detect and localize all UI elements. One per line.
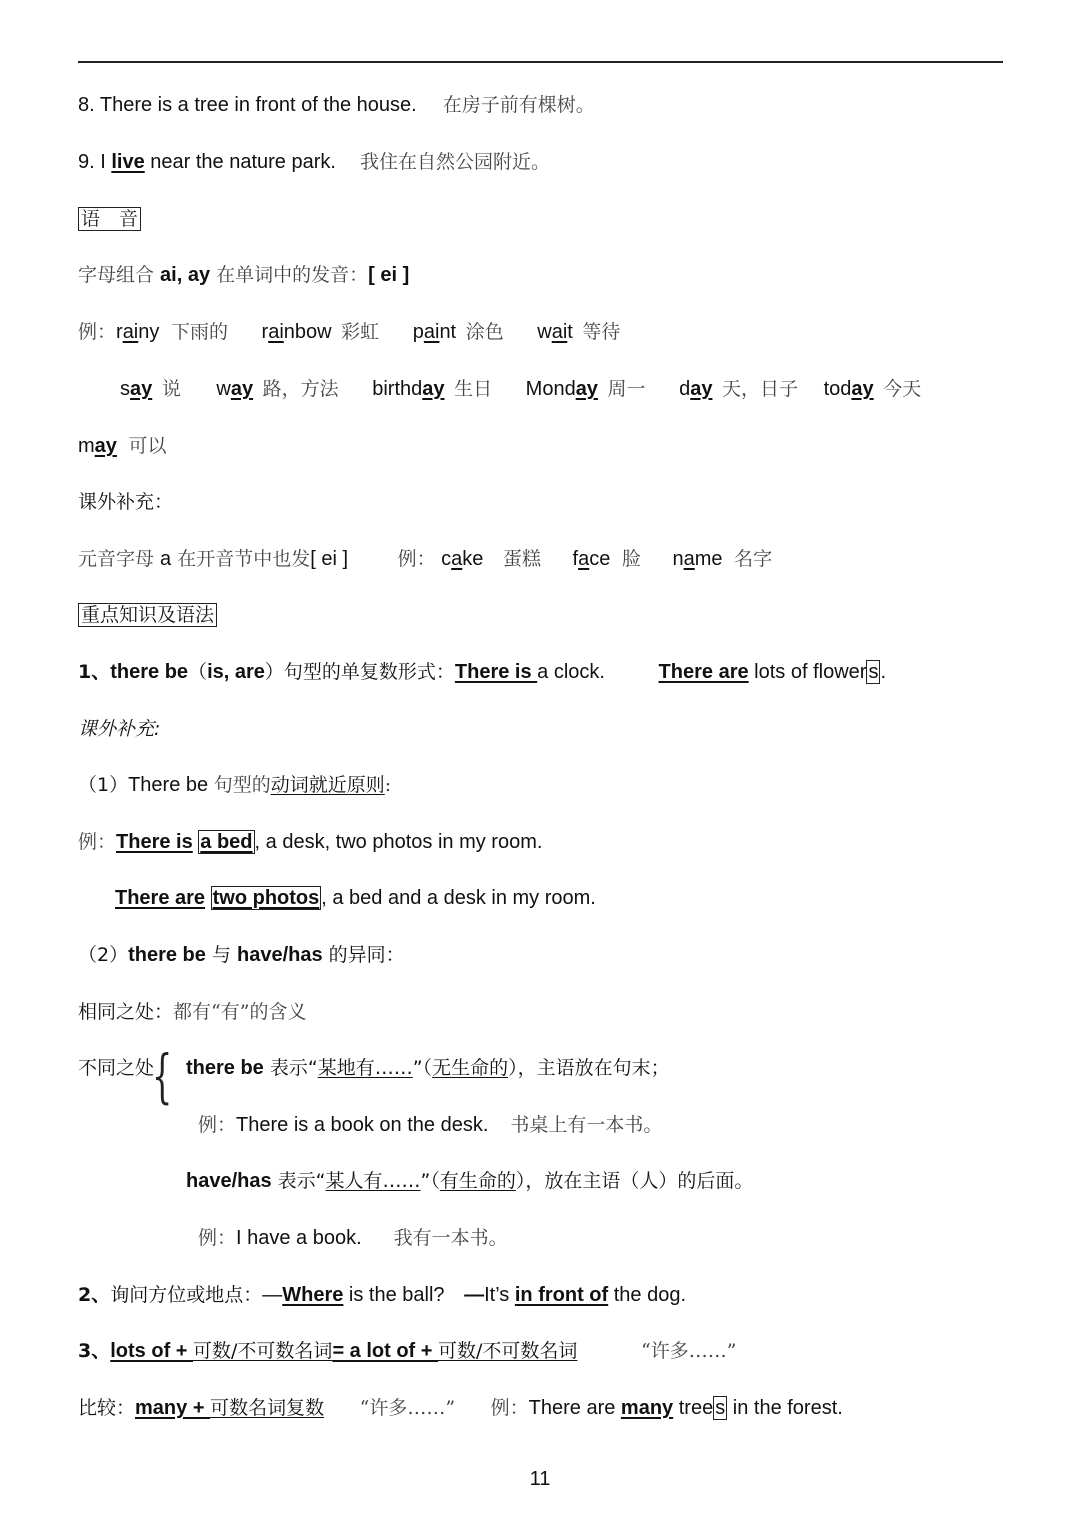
vowel-ipa: [ ei ] xyxy=(310,548,349,570)
diff-ex1-label: 例： xyxy=(198,1114,237,1136)
grammar-1 xyxy=(78,659,886,685)
word-name-3: me xyxy=(694,548,723,570)
word-monday-cn: 周一 xyxy=(607,378,646,400)
phonics-rule xyxy=(78,262,409,288)
word-today-2: ay xyxy=(851,378,874,400)
rule-1-cn2: 动词就近原则 xyxy=(270,774,385,796)
diff-there-be xyxy=(186,1055,670,1081)
sentence-8-en: 8. There is a tree in front of the house. xyxy=(78,94,417,116)
diff-ex2-en: I have a book. xyxy=(236,1227,362,1249)
g1-en1: there be xyxy=(110,661,189,683)
same-point xyxy=(78,999,306,1025)
g3-a-lot-of: = a lot of + xyxy=(332,1340,439,1362)
rule-1-ex2-rest: , a bed and a desk in my room. xyxy=(321,887,596,909)
sentence-9-post: near the nature park. xyxy=(144,151,336,173)
grammar-2 xyxy=(78,1282,686,1308)
diff-ex2-cn: 我有一本书。 xyxy=(393,1227,508,1249)
section-pronunciation-title: 语 音 xyxy=(78,207,141,231)
g3-num: 3、 xyxy=(78,1340,111,1362)
word-may-2: ay xyxy=(94,435,117,457)
diff-en: there be xyxy=(186,1057,264,1079)
cmp-plural-s: s xyxy=(715,1397,726,1419)
word-face-1: f xyxy=(572,548,579,570)
word-name-1: n xyxy=(672,548,684,570)
word-rainbow-3: nbow xyxy=(283,321,332,343)
have-cn3: ），放在主语（人）的后面。 xyxy=(515,1170,754,1192)
word-paint-cn: 涂色 xyxy=(465,321,504,343)
word-monday-2: ay xyxy=(575,378,598,400)
have-cn1: 表示“ xyxy=(271,1170,326,1192)
g2-where: Where xyxy=(282,1284,344,1306)
rule-1 xyxy=(78,772,391,798)
g2-num: 2、 xyxy=(78,1284,111,1306)
g2-its: It’s xyxy=(484,1284,515,1306)
word-cake-1: c xyxy=(441,548,452,570)
word-rainy-1: r xyxy=(116,321,123,343)
g3-lots-of: lots of + xyxy=(110,1340,194,1362)
g2-en1: is the ball? xyxy=(343,1284,445,1306)
cmp-many-word: many xyxy=(620,1397,674,1419)
word-wait-1: w xyxy=(537,321,552,343)
word-monday-1: Mond xyxy=(525,378,576,400)
word-cake-3: ke xyxy=(462,548,484,570)
top-rule xyxy=(78,61,1003,63)
g1-num: 1、 xyxy=(78,661,111,683)
word-face-cn: 脸 xyxy=(621,548,641,570)
vowel-cn1: 元音字母 xyxy=(78,548,161,570)
brace-glyph: { xyxy=(152,1042,173,1110)
diff-have xyxy=(186,1168,753,1194)
g1-en2: is, are xyxy=(207,661,265,683)
grammar-3 xyxy=(78,1338,736,1364)
word-face-2: a xyxy=(578,548,590,570)
word-name-2: a xyxy=(683,548,695,570)
rule-2-cn2: 的异同： xyxy=(322,944,405,966)
rule-2-en1: there be xyxy=(128,944,206,966)
rule-2-en2: have/has xyxy=(237,944,323,966)
word-face-3: ce xyxy=(589,548,611,570)
compare xyxy=(78,1395,843,1421)
page-number: 11 xyxy=(529,1468,551,1490)
word-wait-3: t xyxy=(567,321,573,343)
sentence-9-cn: 我住在自然公园附近。 xyxy=(359,151,550,173)
word-wait-2: ai xyxy=(551,321,568,343)
vowel-letter: a xyxy=(160,548,172,570)
word-paint-1: p xyxy=(412,321,424,343)
rule-1-ex1-there-is: There is xyxy=(116,831,193,853)
example-row-ai xyxy=(78,319,620,345)
g1-a-clock: a clock. xyxy=(537,661,605,683)
same-text: 都有“有”的含义 xyxy=(173,1001,307,1023)
extra-heading-2 xyxy=(78,716,160,742)
rule-1-cn1: 句型的 xyxy=(213,774,271,796)
rule-1-ex1-a-bed: a bed xyxy=(200,831,253,853)
vowel-cn2: 在开音节中也发 xyxy=(171,548,311,570)
g2-en2: the dog. xyxy=(608,1284,687,1306)
same-label: 相同之处： xyxy=(78,1001,174,1023)
vowel-rule xyxy=(78,546,772,572)
word-cake-cn: 蛋糕 xyxy=(502,548,541,570)
phonics-cn2: 在单词中的发音： xyxy=(210,264,369,286)
cmp-example-label: 例： xyxy=(490,1397,529,1419)
diff-cn2: ”（ xyxy=(412,1057,433,1079)
diff-p: 无生命的 xyxy=(432,1057,509,1079)
diff-example-1 xyxy=(198,1112,662,1138)
g1-cn1: （ xyxy=(188,661,208,683)
cmp-en2: tree xyxy=(673,1397,714,1419)
diff-point xyxy=(78,1055,154,1081)
rule-1-num: （1） xyxy=(78,774,129,796)
rule-1-ex2-two-photos: two photos xyxy=(212,887,320,909)
vowel-example-label: 例： xyxy=(397,548,436,570)
word-way-1: w xyxy=(216,378,231,400)
sentence-8 xyxy=(78,92,595,118)
cmp-en1: There are xyxy=(528,1397,621,1419)
word-way-cn: 路，方法 xyxy=(262,378,339,400)
word-rainy-3: ny xyxy=(138,321,160,343)
word-birthday-2: ay xyxy=(422,378,445,400)
word-today-1: tod xyxy=(823,378,852,400)
rule-1-ex1-label: 例： xyxy=(78,831,117,853)
rule-1-cn3: : xyxy=(384,774,392,796)
g2-dash-1: — xyxy=(262,1284,283,1306)
extra-heading-1-text: 课外补充： xyxy=(78,491,174,513)
diff-ex1-cn: 书桌上有一本书。 xyxy=(510,1114,663,1136)
word-rainy-2: ai xyxy=(122,321,139,343)
rule-1-ex2-there-are: There are xyxy=(115,887,206,909)
cmp-label: 比较： xyxy=(78,1397,136,1419)
word-rainy-cn: 下雨的 xyxy=(170,321,228,343)
word-birthday-cn: 生日 xyxy=(454,378,493,400)
g1-plural-s: s xyxy=(868,661,879,683)
word-day-1: d xyxy=(679,378,691,400)
word-cake-2: a xyxy=(451,548,463,570)
rule-1-example-1 xyxy=(78,829,542,855)
sentence-9 xyxy=(78,149,550,175)
rule-1-en: There be xyxy=(128,774,214,796)
word-paint-3: nt xyxy=(439,321,457,343)
word-way-2: ay xyxy=(230,378,254,400)
phonics-cn1: 字母组合 xyxy=(78,264,161,286)
word-day-2: ay xyxy=(690,378,713,400)
cmp-noun: 可数名词复数 xyxy=(210,1397,325,1419)
g3-noun-2: 可数/不可数名词 xyxy=(438,1340,578,1362)
word-wait-cn: 等待 xyxy=(582,321,621,343)
word-rainbow-1: r xyxy=(261,321,269,343)
example-row-ay xyxy=(120,376,921,402)
word-live: live xyxy=(111,151,145,173)
sentence-9-pre: 9. I xyxy=(78,151,112,173)
cmp-en3: in the forest. xyxy=(727,1397,843,1419)
section-grammar xyxy=(78,602,217,628)
have-en: have/has xyxy=(186,1170,272,1192)
cmp-many: many + xyxy=(135,1397,211,1419)
rule-1-example-2 xyxy=(115,885,596,911)
section-grammar-title: 重点知识及语法 xyxy=(78,603,217,627)
diff-q: 某地有…… xyxy=(317,1057,413,1079)
rule-2-num: （2） xyxy=(78,944,129,966)
diff-example-2 xyxy=(198,1225,508,1251)
diff-ex1-en: There is a book on the desk. xyxy=(236,1114,489,1136)
g3-meaning: “许多……” xyxy=(640,1340,737,1362)
word-say-1: s xyxy=(120,378,130,400)
phonics-ipa: [ ei ] xyxy=(368,264,410,286)
word-rainbow-cn: 彩虹 xyxy=(341,321,380,343)
g1-cn2: ）句型的单复数形式： xyxy=(264,661,455,683)
word-birthday-1: birthd xyxy=(372,378,423,400)
word-say-2: ay xyxy=(130,378,153,400)
g1-period: . xyxy=(880,661,886,683)
cmp-meaning: “许多……” xyxy=(359,1397,456,1419)
diff-cn3: ），主语放在句末； xyxy=(508,1057,670,1079)
section-pronunciation xyxy=(78,206,141,232)
word-day-cn: 天，日子 xyxy=(722,378,799,400)
word-rainbow-2: ai xyxy=(268,321,284,343)
sentence-8-cn: 在房子前有棵树。 xyxy=(442,94,595,116)
word-today-cn: 今天 xyxy=(883,378,922,400)
g2-dash-2: — xyxy=(464,1284,485,1306)
rule-2-cn1: 与 xyxy=(205,944,237,966)
example-row-may xyxy=(78,433,167,459)
example-label: 例： xyxy=(78,321,117,343)
have-p: 有生命的 xyxy=(439,1170,516,1192)
extra-heading-2-text: 课外补充: xyxy=(78,718,161,740)
g1-lots-of-flower: lots of flower xyxy=(748,661,867,683)
diff-ex2-label: 例： xyxy=(198,1227,237,1249)
g1-there-is: There is xyxy=(454,661,538,683)
g2-in-front-of: in front of xyxy=(514,1284,609,1306)
word-say-cn: 说 xyxy=(161,378,181,400)
word-may-1: m xyxy=(78,435,95,457)
rule-1-ex1-rest: , a desk, two photos in my room. xyxy=(254,831,543,853)
word-name-cn: 名字 xyxy=(734,548,773,570)
rule-2 xyxy=(78,942,405,968)
have-cn2: ”（ xyxy=(420,1170,440,1192)
g2-cn: 询问方位或地点： xyxy=(110,1284,263,1306)
word-paint-2: ai xyxy=(423,321,440,343)
diff-cn1: 表示“ xyxy=(263,1057,318,1079)
extra-heading-1 xyxy=(78,489,173,515)
phonics-letters: ai, ay xyxy=(160,264,211,286)
have-q: 某人有…… xyxy=(325,1170,421,1192)
g3-noun-1: 可数/不可数名词 xyxy=(193,1340,333,1362)
word-may-cn: 可以 xyxy=(128,435,167,457)
g1-there-are: There are xyxy=(658,661,749,683)
diff-label: 不同之处 xyxy=(78,1057,155,1079)
